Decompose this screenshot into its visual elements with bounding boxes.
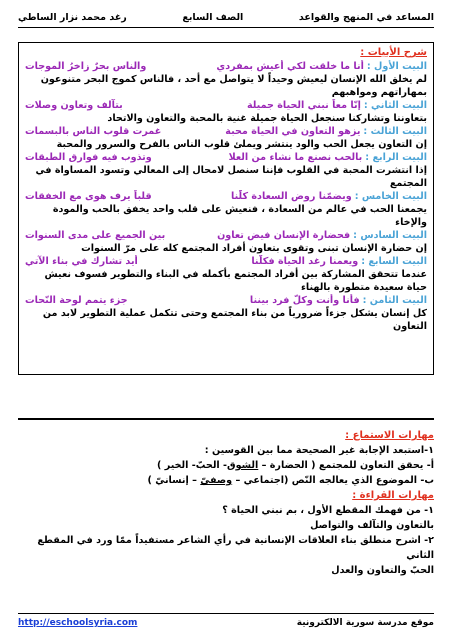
verse-hemistich-second: قلباً يرف هوى مع الخفقات	[25, 191, 152, 202]
listening-q1a-prefix: أ- يحقق التعاون للمجتمع ( الحضارة –	[258, 460, 434, 471]
verse-line	[25, 255, 427, 268]
verse-explanation: لم يخلق الله الإنسان ليعيش وحيداً لا يتواصل مع أحد ، فالناس كموج البحر متنوعون بمهاراتهم ومواهبهم	[40, 74, 427, 98]
verse-hemistich-second: بتآلف وتعاون وصلات	[25, 100, 123, 111]
verse-line	[25, 190, 427, 203]
verse-line	[25, 60, 427, 73]
header-divider	[18, 27, 434, 28]
section-divider	[18, 418, 434, 420]
verse-hemistich-first: فحضارة الإنسان فيض تعاون	[217, 230, 351, 241]
listening-question-1: ١-استبعد الإجابة غير الصحيحة مما بين القوسين :	[204, 445, 434, 456]
verse-hemistich-first: ويضمّنا روض السعادة كلّنا	[231, 191, 352, 202]
header-subject: المساعد في المنهج والقواعد	[298, 11, 434, 23]
verse-hemistich-first: فأنا وأنت وكلّ فرد بيننا	[249, 295, 360, 306]
listening-q1b-prefix: ب- الموضوع الذي يعالجه النّص (اجتماعي –	[232, 475, 434, 486]
verses-section-title: شرح الأبيات :	[360, 47, 427, 58]
footer-divider	[18, 613, 434, 614]
verse-line	[25, 294, 427, 307]
verse-label: البيت الثالث :	[363, 126, 427, 137]
footer-url-link[interactable]: http://eschoolsyria.com	[18, 618, 138, 628]
verse-label: البيت الأول :	[366, 61, 427, 72]
reading-title: مهارات القراءة :	[352, 490, 434, 501]
verse-line	[25, 151, 427, 164]
verse-hemistich-second: والناس بحرٌ زاخرُ الموجات	[25, 61, 147, 72]
reading-question-2: ٢- اشرح منطلق بناء العلاقات الإنسانية في رأي الشاعر مستفيداً ممّا ورد في المقطع الثاني	[37, 535, 434, 561]
listening-q1a-suffix: - الحبّ- الخير )	[157, 460, 228, 471]
verse-explanation: يجمعنا الحب في عالم من السعادة ، فنعيش على قلب واحد يخفق بالحب والمودة والإخاء	[52, 204, 427, 228]
verse-hemistich-second: جزء يتمم لوحة النّحات	[25, 295, 128, 306]
verse-label: البيت السادس :	[353, 230, 427, 241]
listening-question-1b	[18, 473, 434, 488]
verse-hemistich-second: بين الجميع على مدى السنوات	[25, 230, 166, 241]
verse-line	[25, 229, 427, 242]
verse-explanation: بتعاوننا وتشاركنا سنجعل الحياة جميلة غنية بالمحبة والتعاون والاتحاد	[107, 113, 427, 124]
page-footer	[18, 616, 434, 630]
verse-explanation: كل إنسان يشكل جزءاً ضرورياً من بناء المجتمع وحتى تتكمل عملية التطوير لابد من التعاون	[42, 308, 427, 332]
listening-title: مهارات الاستماع :	[345, 430, 434, 441]
verse-block	[25, 125, 427, 151]
verse-block	[25, 294, 427, 333]
verse-explanation: إذا انتشرت المحبة في القلوب فإننا سنصل لامحال إلى المعالي وتسود المساواة في المجتمع	[35, 165, 427, 189]
verse-label: البيت الرابع :	[365, 152, 427, 163]
verse-hemistich-second: غمرت قلوب الناس بالبسمات	[25, 126, 162, 137]
verse-line	[25, 99, 427, 112]
verse-hemistich-first: بالحب نصنع ما نشاء من العلا	[228, 152, 363, 163]
verse-hemistich-first: ويعمنا رغد الحياة فكلّنا	[251, 256, 359, 267]
verse-explanation: عندما تتحقق المشاركة بين أفراد المجتمع بأكمله في البناء والتطوير فسوف نعيش حياة سعيدة متطورة بالهناء	[44, 269, 427, 293]
verse-block	[25, 190, 427, 229]
header-author: رغد محمد نزار الساطي	[18, 11, 127, 23]
verse-hemistich-first: يزهو التعاون في الحياة محبة	[225, 126, 361, 137]
verse-hemistich-first: أنا ما خلقت لكي أعيش بمفردي	[216, 61, 364, 72]
verse-line	[25, 125, 427, 138]
listening-q1b-suffix: – إنسانيّ )	[147, 475, 201, 486]
footer-site-name: موقع مدرسة سورية الالكترونية	[296, 618, 434, 628]
verse-hemistich-second: وتذوب فيه فوارق الطبقات	[25, 152, 152, 163]
verse-explanation: إن حضارة الإنسان تبنى وتقوى بتعاون أفراد المجتمع كله على مرّ السنوات	[81, 243, 427, 254]
reading-answer-1: بالتعاون والتآلف والتواصل	[310, 520, 434, 531]
verse-label: البيت الثامن :	[362, 295, 427, 306]
page-header	[18, 8, 434, 26]
reading-answer-2: الحبّ والتعاون والعدل	[331, 565, 434, 576]
verse-label: البيت الثاني :	[363, 100, 427, 111]
skills-section	[18, 428, 434, 614]
verse-block	[25, 99, 427, 125]
verse-block	[25, 151, 427, 190]
verse-explanation: إن التعاون يجعل الحب والود ينتشر ويملئ قلوب الناس بالفرح والسرور والمحبة	[56, 139, 427, 150]
listening-question-1a	[18, 458, 434, 473]
verse-block	[25, 229, 427, 255]
verse-block	[25, 60, 427, 99]
header-grade: الصف السابع	[182, 11, 244, 23]
reading-question-1: ١- من فهمك المقطع الأول ، بم نبني الحياة ؟	[222, 505, 434, 516]
listening-q1a-excluded: الشوق	[227, 460, 259, 471]
verse-block	[25, 255, 427, 294]
verse-hemistich-second: أيد تشارك في بناء الآتي	[25, 256, 138, 267]
verses-box	[18, 42, 434, 375]
listening-q1b-excluded: وصفيّ	[200, 475, 233, 486]
verse-label: البيت الخامس :	[354, 191, 427, 202]
verse-label: البيت السابع :	[361, 256, 427, 267]
verse-hemistich-first: إنّا معاً نبني الحياة جميلة	[246, 100, 361, 111]
